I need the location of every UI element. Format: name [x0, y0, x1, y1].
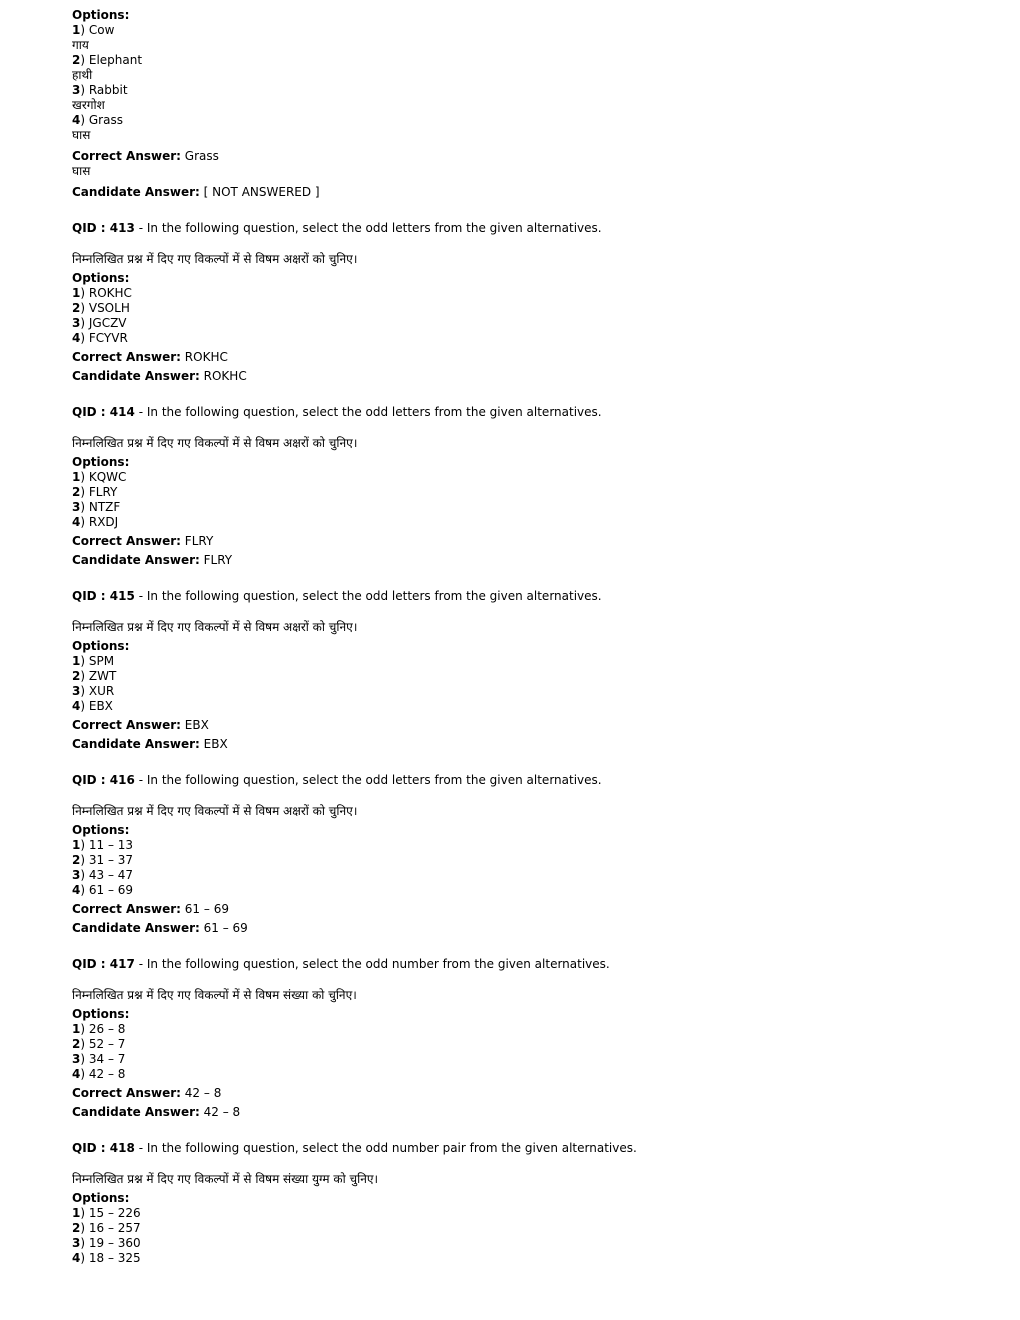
- option-text: 43 – 47: [88, 868, 134, 882]
- qid-label: QID :: [72, 405, 106, 419]
- option-row: 2) Elephant: [72, 53, 143, 67]
- question-hindi: निम्नलिखित प्रश्न में दिए गए विकल्पों में से विषम अक्षरों को चुनिए।: [72, 804, 358, 818]
- option-row: 4) RXDJ: [72, 515, 119, 529]
- option-number: 1: [72, 654, 81, 668]
- option-row: 1) 26 – 8: [72, 1022, 126, 1036]
- option-number: 2: [72, 1037, 81, 1051]
- question-text: In the following question, select the odd letters from the given alternatives.: [146, 405, 602, 419]
- option-text: 15 – 226: [88, 1206, 141, 1220]
- option-row: 1) Cow: [72, 23, 115, 37]
- answers: [72, 898, 972, 936]
- option-text: NTZF: [88, 500, 121, 514]
- option-number: 2: [72, 853, 81, 867]
- option-number: 4: [72, 331, 81, 345]
- question-text: In the following question, select the odd number from the given alternatives.: [146, 957, 610, 971]
- option-text: 11 – 13: [88, 838, 134, 852]
- question-block: [72, 384, 972, 568]
- option-row: 3) Rabbit: [72, 83, 128, 97]
- option-text: 26 – 8: [88, 1022, 126, 1036]
- option-row: 1) KQWC: [72, 470, 127, 484]
- option-text: XUR: [88, 684, 115, 698]
- option-number: 3: [72, 1052, 81, 1066]
- option-hindi-text: घास: [72, 128, 91, 142]
- question-english: [72, 221, 972, 236]
- option-text: Elephant: [88, 53, 143, 67]
- option-number: 2: [72, 485, 81, 499]
- candidate-answer-label: Candidate Answer:: [72, 1105, 200, 1119]
- correct-answer-row: [72, 149, 972, 164]
- option-text: JGCZV: [88, 316, 127, 330]
- question-english: [72, 405, 972, 420]
- qid-separator: -: [138, 773, 144, 787]
- correct-answer-label: Correct Answer:: [72, 350, 181, 364]
- option-number: 2: [72, 1221, 81, 1235]
- option-number: 3: [72, 868, 81, 882]
- question-hindi: निम्नलिखित प्रश्न में दिए गए विकल्पों में से विषम अक्षरों को चुनिए।: [72, 436, 358, 450]
- correct-answer-label: Correct Answer:: [72, 718, 181, 732]
- qid-separator: -: [138, 589, 144, 603]
- option-row: 2) 52 – 7: [72, 1037, 126, 1051]
- qid-number: 415: [109, 589, 135, 603]
- option-number: 1: [72, 1206, 81, 1220]
- option-number: 4: [72, 515, 81, 529]
- answers: [72, 1082, 972, 1120]
- correct-answer-label: Correct Answer:: [72, 149, 181, 163]
- option-text: ROKHC: [88, 286, 132, 300]
- options-list: [72, 1022, 972, 1082]
- candidate-answer-value: 61 – 69: [203, 921, 248, 935]
- qid-separator: -: [138, 1141, 144, 1155]
- option-row: 2) FLRY: [72, 485, 118, 499]
- option-text: 16 – 257: [88, 1221, 141, 1235]
- option-text: 34 – 7: [88, 1052, 126, 1066]
- answer-sheet-page: [72, 8, 972, 1266]
- option-text: 19 – 360: [88, 1236, 141, 1250]
- correct-answer-value: 61 – 69: [184, 902, 229, 916]
- candidate-answer-value: EBX: [203, 737, 228, 751]
- candidate-answer-row: [72, 553, 972, 568]
- option-row: 4) 61 – 69: [72, 883, 134, 897]
- correct-answer-label: Correct Answer:: [72, 902, 181, 916]
- options-list: [72, 838, 972, 898]
- option-text: Rabbit: [88, 83, 128, 97]
- qid-separator: -: [138, 957, 144, 971]
- options-heading: Options:: [72, 455, 130, 469]
- options-heading: Options:: [72, 271, 130, 285]
- option-number: 1: [72, 838, 81, 852]
- question-block: [72, 1120, 972, 1266]
- question-list: [72, 200, 972, 1266]
- question-block-continued: [72, 8, 972, 200]
- option-row: 4) Grass: [72, 113, 123, 127]
- option-number: 2: [72, 669, 81, 683]
- qid-label: QID :: [72, 221, 106, 235]
- option-row: 2) 16 – 257: [72, 1221, 141, 1235]
- option-hindi-text: खरगोश: [72, 98, 105, 112]
- correct-answer-value: 42 – 8: [184, 1086, 222, 1100]
- correct-answer-value: EBX: [184, 718, 209, 732]
- question-english: [72, 589, 972, 604]
- option-text: SPM: [88, 654, 115, 668]
- options-list: [72, 286, 972, 346]
- correct-answer-row: [72, 902, 972, 917]
- option-row: 3) 43 – 47: [72, 868, 134, 882]
- correct-answer-label: Correct Answer:: [72, 1086, 181, 1100]
- question-text: In the following question, select the odd letters from the given alternatives.: [146, 773, 602, 787]
- options-heading: Options:: [72, 1007, 130, 1021]
- option-number: 4: [72, 1251, 81, 1265]
- option-row: 4) FCYVR: [72, 331, 128, 345]
- option-row: 4) 42 – 8: [72, 1067, 126, 1081]
- options-heading: Options:: [72, 639, 130, 653]
- correct-answer-label: Correct Answer:: [72, 534, 181, 548]
- qid-label: QID :: [72, 1141, 106, 1155]
- option-text: RXDJ: [88, 515, 119, 529]
- option-row: 1) SPM: [72, 654, 115, 668]
- question-hindi: निम्नलिखित प्रश्न में दिए गए विकल्पों में से विषम अक्षरों को चुनिए।: [72, 620, 358, 634]
- option-hindi-text: हाथी: [72, 68, 93, 82]
- option-row: 3) XUR: [72, 684, 115, 698]
- option-text: KQWC: [88, 470, 127, 484]
- qid-separator: -: [138, 221, 144, 235]
- option-text: Cow: [88, 23, 115, 37]
- option-row: 3) 19 – 360: [72, 1236, 141, 1250]
- option-number: 3: [72, 316, 81, 330]
- options-heading: Options:: [72, 8, 130, 22]
- option-row: 2) ZWT: [72, 669, 117, 683]
- correct-answer-row: [72, 534, 972, 549]
- question-hindi: निम्नलिखित प्रश्न में दिए गए विकल्पों में से विषम संख्या को चुनिए।: [72, 988, 357, 1002]
- option-row: 2) VSOLH: [72, 301, 130, 315]
- option-row: 4) EBX: [72, 699, 113, 713]
- candidate-answer-label: Candidate Answer:: [72, 185, 200, 199]
- qid-label: QID :: [72, 957, 106, 971]
- correct-answer-value: ROKHC: [184, 350, 228, 364]
- option-number: 3: [72, 500, 81, 514]
- option-text: VSOLH: [88, 301, 130, 315]
- option-row: 3) JGCZV: [72, 316, 127, 330]
- option-text: 31 – 37: [88, 853, 134, 867]
- option-number: 3: [72, 1236, 81, 1250]
- candidate-answer-value: ROKHC: [203, 369, 247, 383]
- option-number: 4: [72, 1067, 81, 1081]
- option-row: 1) 15 – 226: [72, 1206, 141, 1220]
- correct-answer-hindi: घास: [72, 164, 91, 178]
- option-row: 3) 34 – 7: [72, 1052, 126, 1066]
- option-number: 3: [72, 83, 81, 97]
- option-row: 1) ROKHC: [72, 286, 132, 300]
- options-heading: Options:: [72, 1191, 130, 1205]
- candidate-answer-label: Candidate Answer:: [72, 553, 200, 567]
- candidate-answer-value: [ NOT ANSWERED ]: [203, 185, 320, 199]
- correct-answer-value: Grass: [184, 149, 219, 163]
- option-number: 2: [72, 301, 81, 315]
- option-text: FCYVR: [88, 331, 128, 345]
- option-number: 4: [72, 699, 81, 713]
- qid-label: QID :: [72, 589, 106, 603]
- options-heading: Options:: [72, 823, 130, 837]
- option-number: 1: [72, 23, 81, 37]
- question-block: [72, 936, 972, 1120]
- correct-answer-row: [72, 350, 972, 365]
- answers: [72, 530, 972, 568]
- candidate-answer-row: [72, 369, 972, 384]
- option-text: ZWT: [88, 669, 117, 683]
- question-english: [72, 773, 972, 788]
- qid-label: QID :: [72, 773, 106, 787]
- question-hindi: निम्नलिखित प्रश्न में दिए गए विकल्पों में से विषम संख्या युग्म को चुनिए।: [72, 1172, 379, 1186]
- option-text: 61 – 69: [88, 883, 134, 897]
- candidate-answer-row: [72, 921, 972, 936]
- question-english: [72, 1141, 972, 1156]
- qid-number: 414: [109, 405, 135, 419]
- qid-number: 416: [109, 773, 135, 787]
- correct-answer-row: [72, 1086, 972, 1101]
- options-list: [72, 654, 972, 714]
- answers: [72, 714, 972, 752]
- question-block: [72, 200, 972, 384]
- question-text: In the following question, select the odd letters from the given alternatives.: [146, 221, 602, 235]
- candidate-answer-value: 42 – 8: [203, 1105, 241, 1119]
- option-row: 4) 18 – 325: [72, 1251, 141, 1265]
- option-number: 2: [72, 53, 81, 67]
- option-number: 1: [72, 286, 81, 300]
- question-block: [72, 752, 972, 936]
- option-number: 1: [72, 1022, 81, 1036]
- question-hindi: निम्नलिखित प्रश्न में दिए गए विकल्पों में से विषम अक्षरों को चुनिए।: [72, 252, 358, 266]
- question-text: In the following question, select the odd number pair from the given alternatives.: [146, 1141, 637, 1155]
- option-row: 3) NTZF: [72, 500, 121, 514]
- qid-separator: -: [138, 405, 144, 419]
- option-text: 42 – 8: [88, 1067, 126, 1081]
- option-number: 4: [72, 113, 81, 127]
- option-text: Grass: [88, 113, 123, 127]
- option-text: EBX: [88, 699, 113, 713]
- option-row: 2) 31 – 37: [72, 853, 134, 867]
- options-list: [72, 470, 972, 530]
- qid-number: 413: [109, 221, 135, 235]
- option-number: 4: [72, 883, 81, 897]
- answers: [72, 346, 972, 384]
- option-hindi-text: गाय: [72, 38, 89, 52]
- options-list: [72, 1206, 972, 1266]
- question-text: In the following question, select the odd letters from the given alternatives.: [146, 589, 602, 603]
- question-english: [72, 957, 972, 972]
- option-number: 3: [72, 684, 81, 698]
- question-block: [72, 568, 972, 752]
- candidate-answer-label: Candidate Answer:: [72, 369, 200, 383]
- candidate-answer-value: FLRY: [203, 553, 233, 567]
- correct-answer-row: [72, 718, 972, 733]
- option-row: 1) 11 – 13: [72, 838, 134, 852]
- candidate-answer-label: Candidate Answer:: [72, 737, 200, 751]
- option-text: FLRY: [88, 485, 118, 499]
- option-number: 1: [72, 470, 81, 484]
- qid-number: 418: [109, 1141, 135, 1155]
- candidate-answer-row: [72, 737, 972, 752]
- candidate-answer-label: Candidate Answer:: [72, 921, 200, 935]
- candidate-answer-row: [72, 1105, 972, 1120]
- correct-answer-value: FLRY: [184, 534, 214, 548]
- option-text: 18 – 325: [88, 1251, 141, 1265]
- option-text: 52 – 7: [88, 1037, 126, 1051]
- qid-number: 417: [109, 957, 135, 971]
- candidate-answer-row: [72, 185, 972, 200]
